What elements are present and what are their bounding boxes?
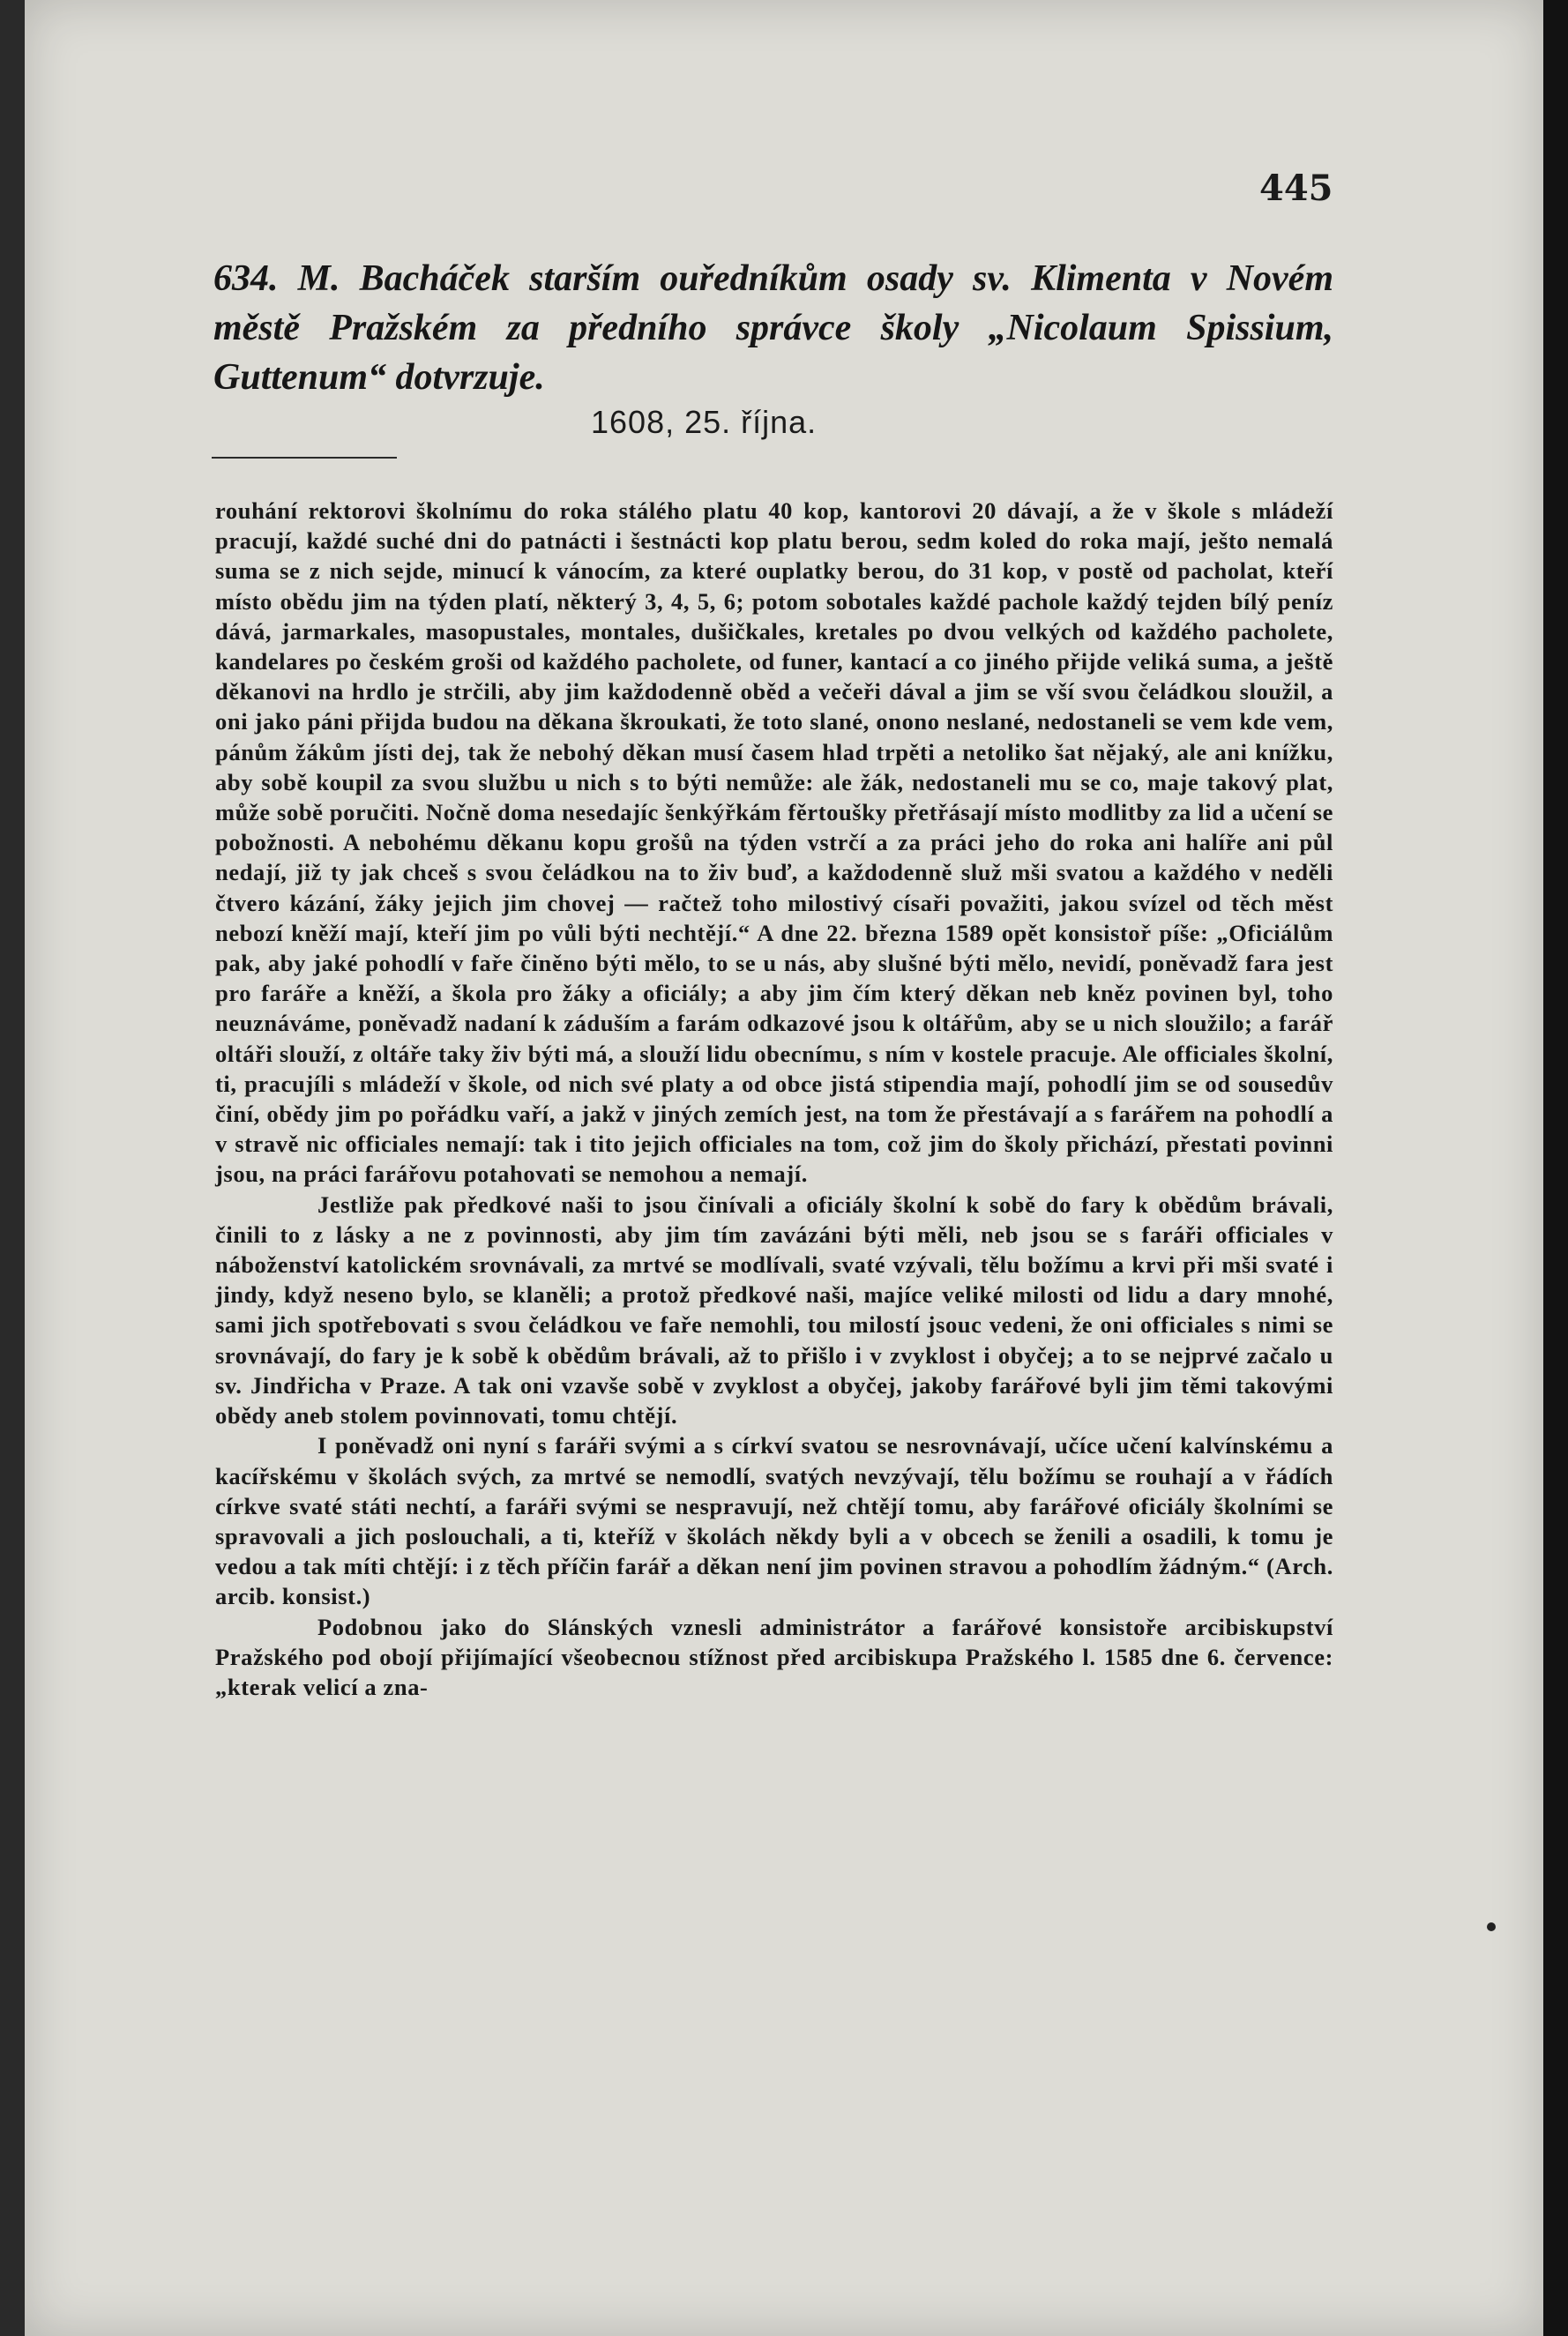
page-number: 445 [1259, 168, 1333, 209]
paragraph: Podobnou jako do Slánských vznesli administrátor a farářové konsistoře arcibiskupství Pražského pod obojí přijímající všeobecnou stížnost před arcibiskupa Pražského l. 1585 dne 6. července: „kterak velicí a zna- [215, 1613, 1333, 1700]
document-title: 634. M. Bacháček starším ouředníkům osady sv. Klimenta v Novém městě Pražském za předního správce školy „Nicolaum Spissium, Guttenum“ dotvrzuje. [213, 258, 1333, 398]
separator-rule [212, 457, 397, 459]
scan-left-edge [0, 0, 25, 2336]
body-text [215, 496, 1333, 1702]
scan-right-edge [1543, 0, 1568, 2336]
paragraph: rouhání rektorovi školnímu do roka stálého platu 40 kop, kantorovi 20 dávají, a že v škole s mládeží pracují, každé suché dni do patnácti i šestnácti kop platu berou, sedm koled do roka mají, ješto nemalá suma se z nich sejde, minucí k vánocím, za které ouplatky berou, do 31 kop, v postě od pacholat, kteří místo obědu jim na týden platí, některý 3, 4, 5, 6; potom sobotales každé pachole každý tejden bílý peníz dává, jarmarkales, masopustales, montales, dušičkales, kretales po dvou velkých od každého pacholete, kandelares po českém groši od každého pacholete, od funer, kantací a co jiného přijde veliká suma, a ještě děkanovi na hrdlo je strčili, aby jim každodenně oběd a večeři dával a jim se vší svou čeládkou sloužil, a oni jako páni přijda budou na děkana škroukati, že toto slané, onono neslané, nedostaneli se vem kde vem, pánům žákům jísti dej, tak že nebohý děkan musí časem hlad trpěti a netoliko šat nějaký, ale ani knížku, aby sobě koupil za svou službu u nich s to býti nemůže: ale žák, nedostaneli mu se co, maje takový plat, může sobě poručiti. Nočně doma nesedajíc šenkýřkám fěrtoušky přetřásají místo modlitby za lid a učení se pobožnosti. A nebohému děkanu kopu grošů na týden vstrčí a za práci jeho do roka ani halíře ani půl nedají, již ty jak chceš s svou čeládkou na to živ buď, a každodenně služ mši svatou a každého v neděli čtvero kázání, žáky jejich jim chovej — račtež toho milostivý císaři považiti, jakou svízel od těch měst nebozí kněží mají, kteří jim po vůli býti nechtějí.“ A dne 22. března 1589 opět konsistoř píše: „Oficiálům pak, aby jaké pohodlí v faře činěno býti mělo, to se u nás, aby slušné býti mělo, nevidí, poněvadž fara jest pro faráře a kněží, a škola pro žáky a oficiály; a aby jim čím který děkan neb kněz povinen byl, toho neuznáváme, poněvadž nadaní k záduším a farám odkazové jsou k oltářům, aby se u nich sloužilo; a farář oltáři slouží, z oltáře taky živ býti má, a slouží lidu obecnímu, s ním v kostele pracuje. Ale officiales školní, ti, pracujíli s mládeží v škole, od nich své platy a od obce jistá stipendia mají, pohodlí jim se od sousedův činí, obědy jim po pořádku vaří, a jakž v jiných zemích jest, na tom že přestávají a s farářem na pohodlí a v stravě nic officiales nemají: tak i tito jejich officiales na tom, což jim do školy přichází, přestati povinni jsou, na práci farářovu potahovati se nemohou a nemají. [215, 497, 1333, 1188]
paragraph: I poněvadž oni nyní s faráři svými a s církví svatou se nesrovnávají, učíce učení kalvínskému a kacířskému v školách svých, za mrtvé se nemodlí, svatých nevzývají, tělu božímu se rouhají a v řádích církve svaté státi nechtí, a faráři svými se nespravují, než chtějí tomu, aby farářové oficiály školními se spravovali a jich poslouchali, a ti, kteříž v školách někdy byli a v obcech se ženili a osadili, k tomu je vedou a tak míti chtějí: i z těch příčin farář a děkan není jim povinen stravou a pohodlím žádným.“ (Arch. arcib. konsist.) [215, 1432, 1333, 1610]
document-date: 1608, 25. října. [591, 404, 818, 440]
paragraph: Jestliže pak předkové naši to jsou činívali a oficiály školní k sobě do fary k obědům brávali, činili to z lásky a ne z povinnosti, aby jim tím zavázáni býti měli, neb jsou se s faráři officiales v náboženství katolickém srovnávali, za mrtvé se modlívali, svaté vzývali, tělu božímu a krvi při mši svaté i jindy, když neseno bylo, se klaněli; a protož předkové naši, majíce veliké milosti od lidu a dary mnohé, sami jich spotřebovati s svou čeládkou ve faře nemohli, tou milostí jsouc vedeni, že oni officiales s nimi se srovnávají, do fary je k sobě k obědům brávali, až to přišlo i v zvyklost i obyčej; a to se nejprvé začalo u sv. Jindřicha v Praze. A tak oni vzavše sobě v zvyklost a obyčej, jakoby farářové byli jim těmi takovými obědy aneb stolem povinnovati, tomu chtějí. [215, 1190, 1333, 1429]
margin-mark [1487, 1922, 1496, 1931]
